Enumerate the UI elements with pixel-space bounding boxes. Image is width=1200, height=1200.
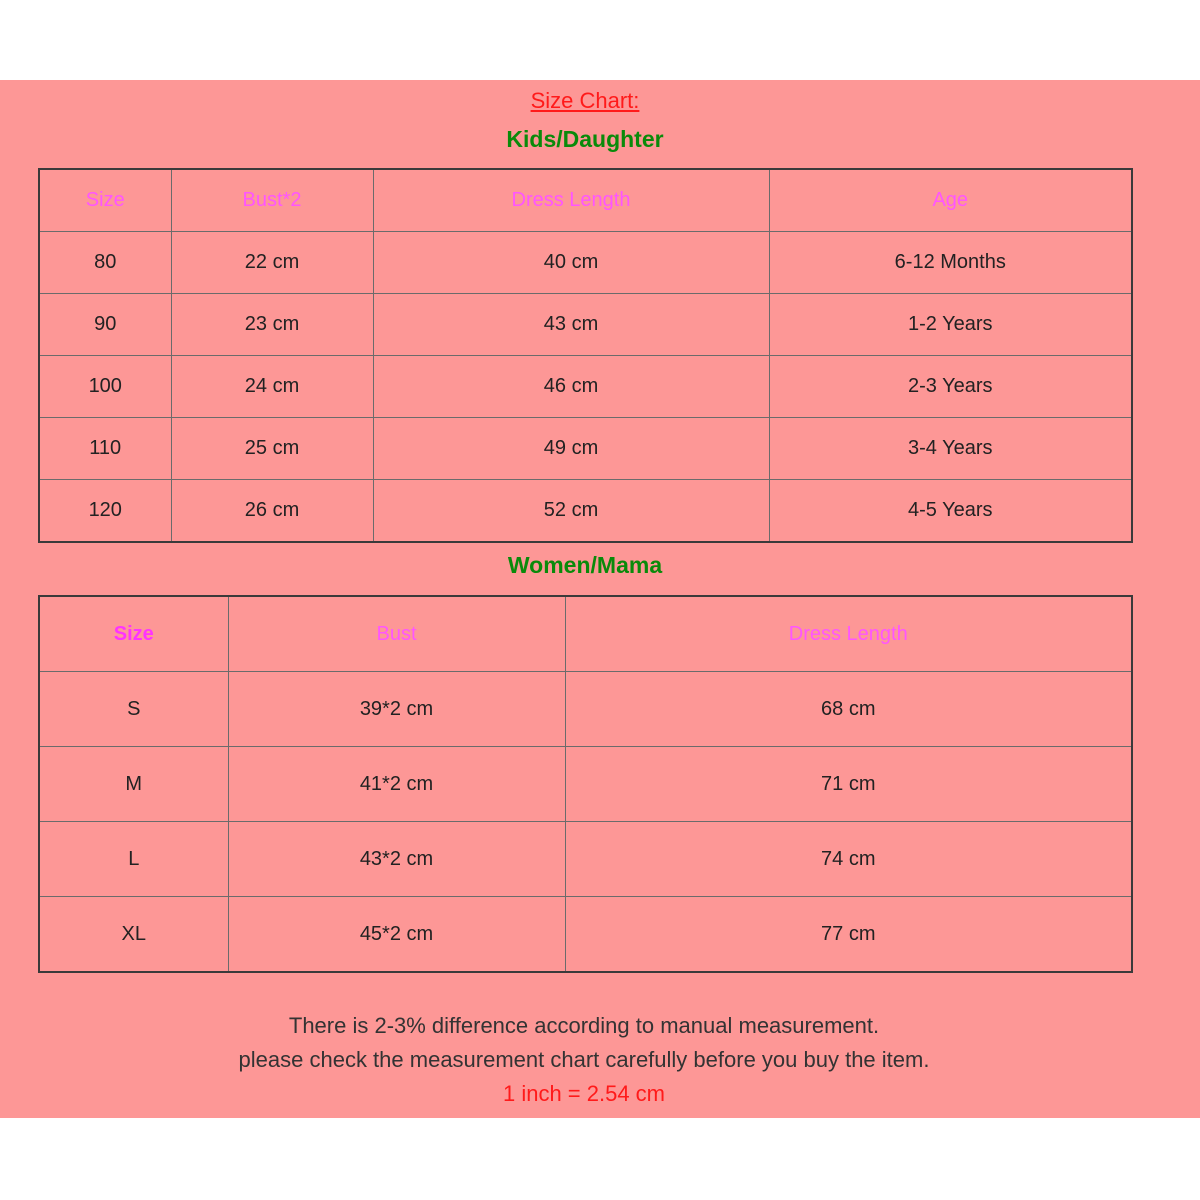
women-cell-size: S <box>39 672 228 747</box>
kids-cell-size: 120 <box>39 480 171 543</box>
women-cell-dress-length: 77 cm <box>565 897 1132 973</box>
kids-cell-dress-length: 43 cm <box>373 294 769 356</box>
women-cell-dress-length: 71 cm <box>565 747 1132 822</box>
kids-cell-age: 4-5 Years <box>769 480 1132 543</box>
kids-cell-dress-length: 52 cm <box>373 480 769 543</box>
kids-cell-size: 80 <box>39 232 171 294</box>
table-row <box>39 232 1132 294</box>
women-cell-size: M <box>39 747 228 822</box>
women-header-row <box>39 596 1132 672</box>
kids-header-row <box>39 169 1132 232</box>
women-cell-dress-length: 68 cm <box>565 672 1132 747</box>
kids-cell-size: 90 <box>39 294 171 356</box>
kids-cell-size: 110 <box>39 418 171 480</box>
kids-header-bust: Bust*2 <box>171 169 373 232</box>
table-row <box>39 747 1132 822</box>
table-row <box>39 672 1132 747</box>
kids-cell-size: 100 <box>39 356 171 418</box>
women-cell-size: XL <box>39 897 228 973</box>
size-chart-panel <box>0 80 1200 1118</box>
kids-cell-bust: 23 cm <box>171 294 373 356</box>
kids-cell-bust: 22 cm <box>171 232 373 294</box>
table-row <box>39 356 1132 418</box>
kids-cell-bust: 26 cm <box>171 480 373 543</box>
women-header-size: Size <box>39 596 228 672</box>
kids-size-table <box>38 168 1133 543</box>
table-row <box>39 294 1132 356</box>
table-row <box>39 418 1132 480</box>
kids-cell-bust: 25 cm <box>171 418 373 480</box>
women-cell-bust: 45*2 cm <box>228 897 565 973</box>
measurement-note: There is 2-3% difference according to manual measurement. <box>288 1013 880 1038</box>
kids-cell-dress-length: 40 cm <box>373 232 769 294</box>
check-chart-note: please check the measurement chart carefully before you buy the item. <box>238 1047 930 1072</box>
women-section-heading: Women/Mama <box>507 552 663 578</box>
women-cell-bust: 41*2 cm <box>228 747 565 822</box>
women-cell-dress-length: 74 cm <box>565 822 1132 897</box>
kids-cell-bust: 24 cm <box>171 356 373 418</box>
women-cell-bust: 39*2 cm <box>228 672 565 747</box>
kids-cell-dress-length: 49 cm <box>373 418 769 480</box>
table-row <box>39 822 1132 897</box>
women-cell-size: L <box>39 822 228 897</box>
kids-cell-dress-length: 46 cm <box>373 356 769 418</box>
size-chart-title: Size Chart: <box>530 88 640 113</box>
kids-header-size: Size <box>39 169 171 232</box>
table-row <box>39 897 1132 973</box>
kids-cell-age: 3-4 Years <box>769 418 1132 480</box>
kids-cell-age: 6-12 Months <box>769 232 1132 294</box>
kids-cell-age: 2-3 Years <box>769 356 1132 418</box>
inch-conversion-note: 1 inch = 2.54 cm <box>502 1081 666 1106</box>
women-header-bust: Bust <box>228 596 565 672</box>
table-row <box>39 480 1132 543</box>
kids-section-heading: Kids/Daughter <box>506 126 664 152</box>
women-size-table <box>38 595 1133 973</box>
kids-header-dress-length: Dress Length <box>373 169 769 232</box>
women-header-dress-length: Dress Length <box>565 596 1132 672</box>
women-cell-bust: 43*2 cm <box>228 822 565 897</box>
kids-header-age: Age <box>769 169 1132 232</box>
kids-cell-age: 1-2 Years <box>769 294 1132 356</box>
